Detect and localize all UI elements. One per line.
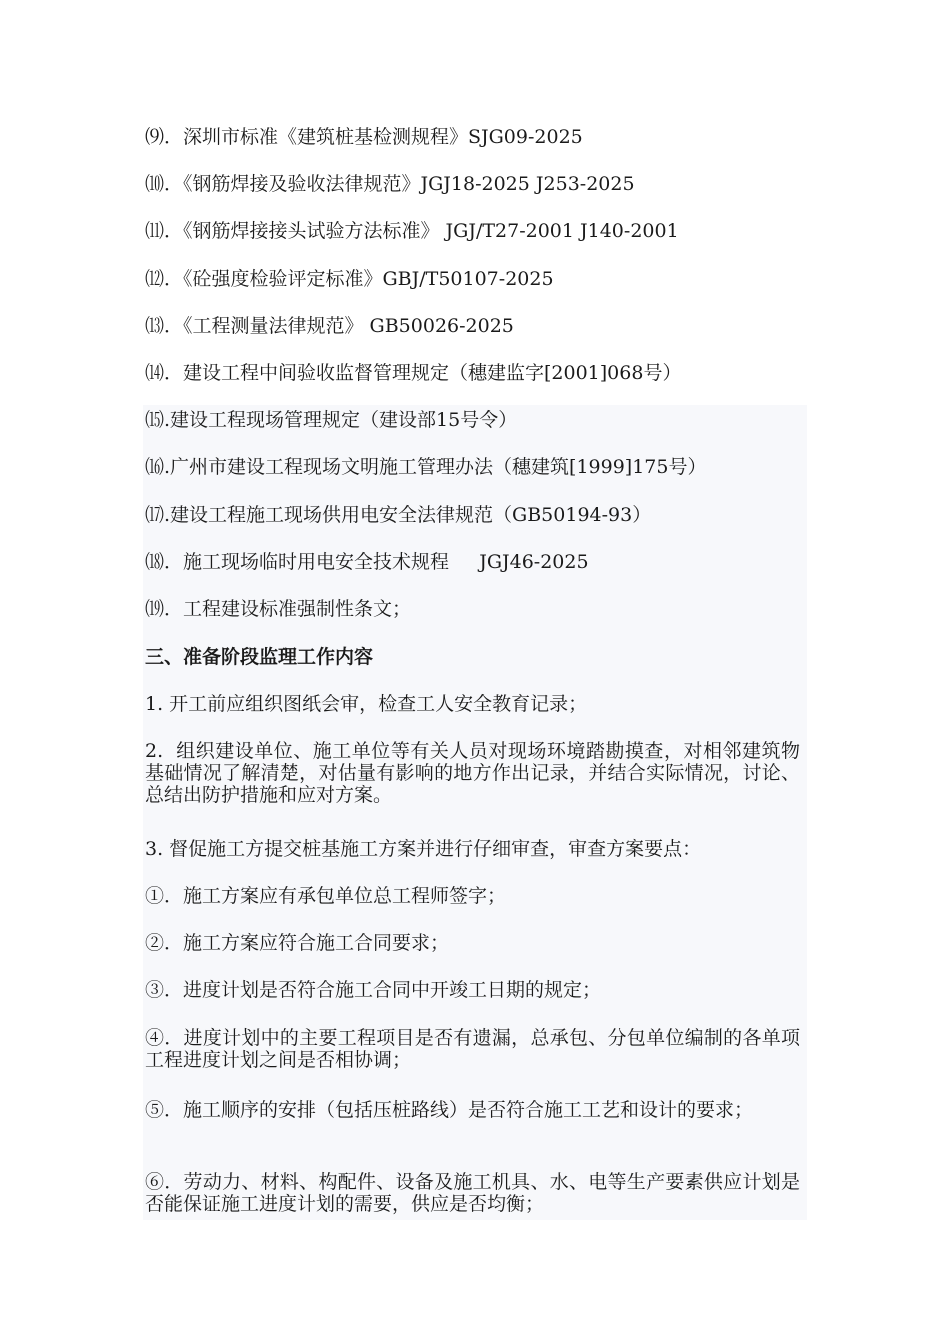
reference-item-9: ⑼．深圳市标准《建筑桩基检测规程》SJG09-2025 xyxy=(145,126,583,148)
shaded-region xyxy=(143,405,807,1220)
work-item-3: 3. 督促施工方提交桩基施工方案并进行仔细审查，审查方案要点： xyxy=(145,838,702,860)
work-item-2: 2. 组织建设单位、施工单位等有关人员对现场环境踏勘摸查，对相邻建筑物基础情况了解清楚，对估量有影响的地方作出记录，并结合实际情况，讨论、总结出防护措施和应对方案。 xyxy=(145,740,800,806)
work-subitem-5: ⑤．施工顺序的安排（包括压桩路线）是否符合施工工艺和设计的要求； xyxy=(145,1099,754,1121)
work-subitem-3: ③．进度计划是否符合施工合同中开竣工日期的规定； xyxy=(145,979,602,1001)
reference-item-19: ⒆．工程建设标准强制性条文； xyxy=(145,598,412,620)
reference-item-16: ⒃.广州市建设工程现场文明施工管理办法（穗建筑[1999]175号） xyxy=(145,456,707,478)
work-subitem-1: ①．施工方案应有承包单位总工程师签字； xyxy=(145,885,507,907)
work-subitem-4: ④．进度计划中的主要工程项目是否有遗漏，总承包、分包单位编制的各单项工程进度计划之间是否相协调； xyxy=(145,1027,800,1071)
reference-item-13: ⒀．《工程测量法律规范》 GB50026-2025 xyxy=(145,315,514,337)
work-item-1: 1. 开工前应组织图纸会审，检查工人安全教育记录； xyxy=(145,693,588,715)
section-heading: 三、准备阶段监理工作内容 xyxy=(145,646,374,668)
reference-item-17: ⒄.建设工程施工现场供用电安全法律规范（GB50194-93） xyxy=(145,504,652,526)
reference-item-14: ⒁．建设工程中间验收监督管理规定（穗建监字[2001]068号） xyxy=(145,362,682,384)
reference-item-15: ⒂.建设工程现场管理规定（建设部15号令） xyxy=(145,409,518,431)
work-subitem-6: ⑥．劳动力、材料、构配件、设备及施工机具、水、电等生产要素供应计划是否能保证施工进度计划的需要，供应是否均衡； xyxy=(145,1171,800,1215)
work-subitem-2: ②．施工方案应符合施工合同要求； xyxy=(145,932,450,954)
reference-item-18: ⒅．施工现场临时用电安全技术规程 JGJ46-2025 xyxy=(145,551,589,573)
reference-item-12: ⑿．《砼强度检验评定标准》GBJ/T50107-2025 xyxy=(145,268,554,290)
reference-item-10: ⑽．《钢筋焊接及验收法律规范》JGJ18-2025 J253-2025 xyxy=(145,173,635,195)
reference-item-11: ⑾．《钢筋焊接接头试验方法标准》 JGJ/T27-2001 J140-2001 xyxy=(145,220,679,242)
